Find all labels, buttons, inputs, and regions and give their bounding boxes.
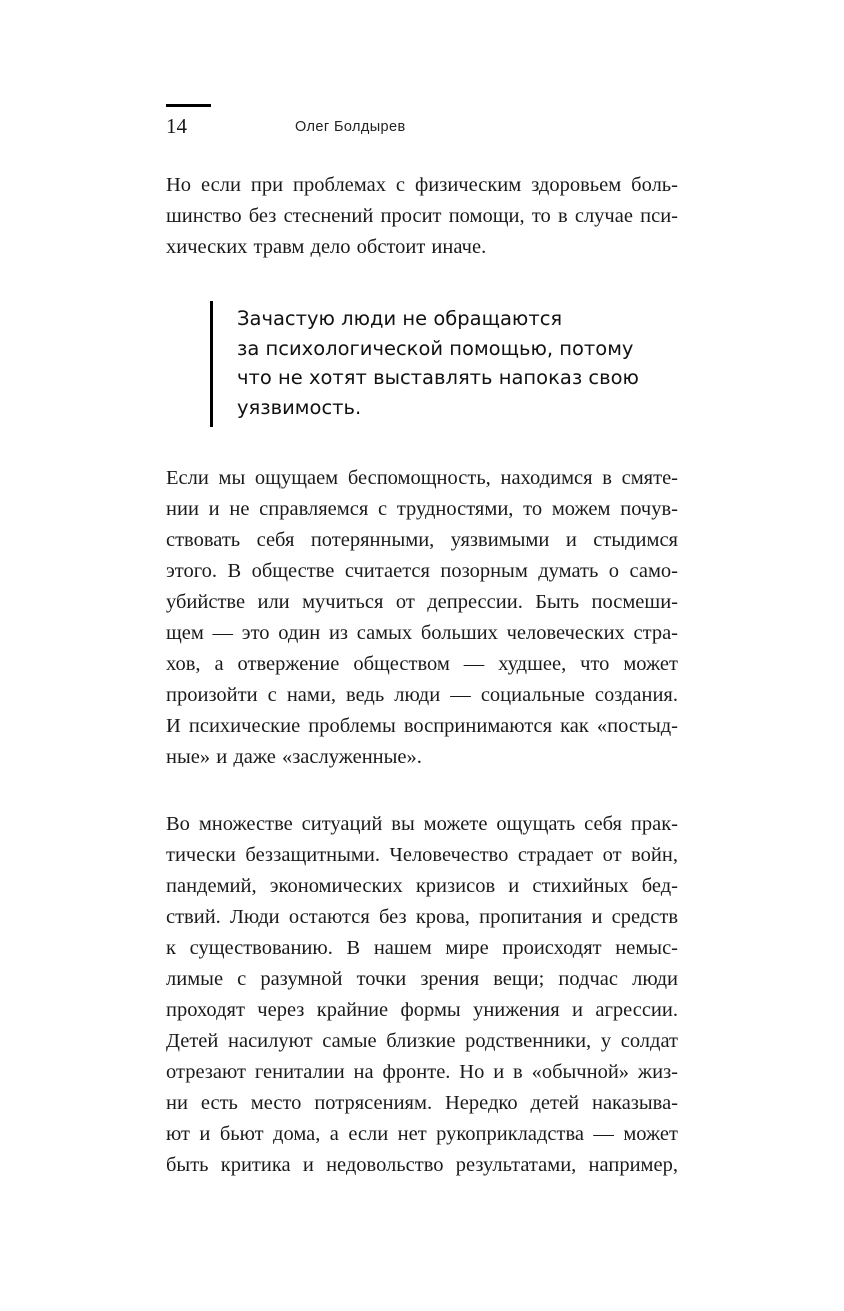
- pull-quote: [210, 301, 678, 427]
- page-body: [166, 170, 678, 1181]
- page-number-block: [166, 104, 211, 138]
- page-number: 14: [166, 114, 187, 138]
- running-header-author: Олег Болдырев: [295, 119, 406, 135]
- paragraph-3: Во множестве ситуаций вы можете ощущать себя прак- тически беззащитными. Человечество страдает от войн, пандемий, экономических кризисов и стихийных бед- ствий. Люди остаются без крова, пропитания и средств к существованию. В нашем мире происходят немыс- лимые с разумной точки зрения вещи; подчас люди проходят через крайние формы унижения и агрессии. Детей насилуют самые близкие родственники, у солдат отрезают гениталии на фронте. Но и в «обычной» жиз- ни есть место потрясениям. Нередко детей наказыва- ют и бьют дома, а если нет рукоприкладства — может быть критика и недовольство результатами, например,: [166, 813, 678, 1176]
- paragraph-2: Если мы ощущаем беспомощность, находимся в смяте- нии и не справляемся с трудностями, то можем почув- ствовать себя потерянными, уязвимыми и стыдимся этого. В обществе считается позорным думать о само- убийстве или мучиться от депрессии. Быть посмеши- щем — это один из самых больших человеческих стра- хов, а отвержение обществом — худшее, что может произойти с нами, ведь люди — социальные создания. И психические проблемы воспринимаются как «постыд- ные» и даже «заслуженные».: [166, 467, 678, 768]
- pull-quote-text: Зачастую люди не обращаются за психологической помощью, потому что не хотят выставлять напоказ свою уязвимость.: [237, 307, 639, 419]
- paragraph-1: Но если при проблемах с физическим здоровьем боль- шинство без стеснений просит помощи, то в случае пси- хических травм дело обстоит иначе.: [166, 174, 678, 258]
- running-header: [166, 104, 406, 138]
- header-rule: [166, 104, 211, 107]
